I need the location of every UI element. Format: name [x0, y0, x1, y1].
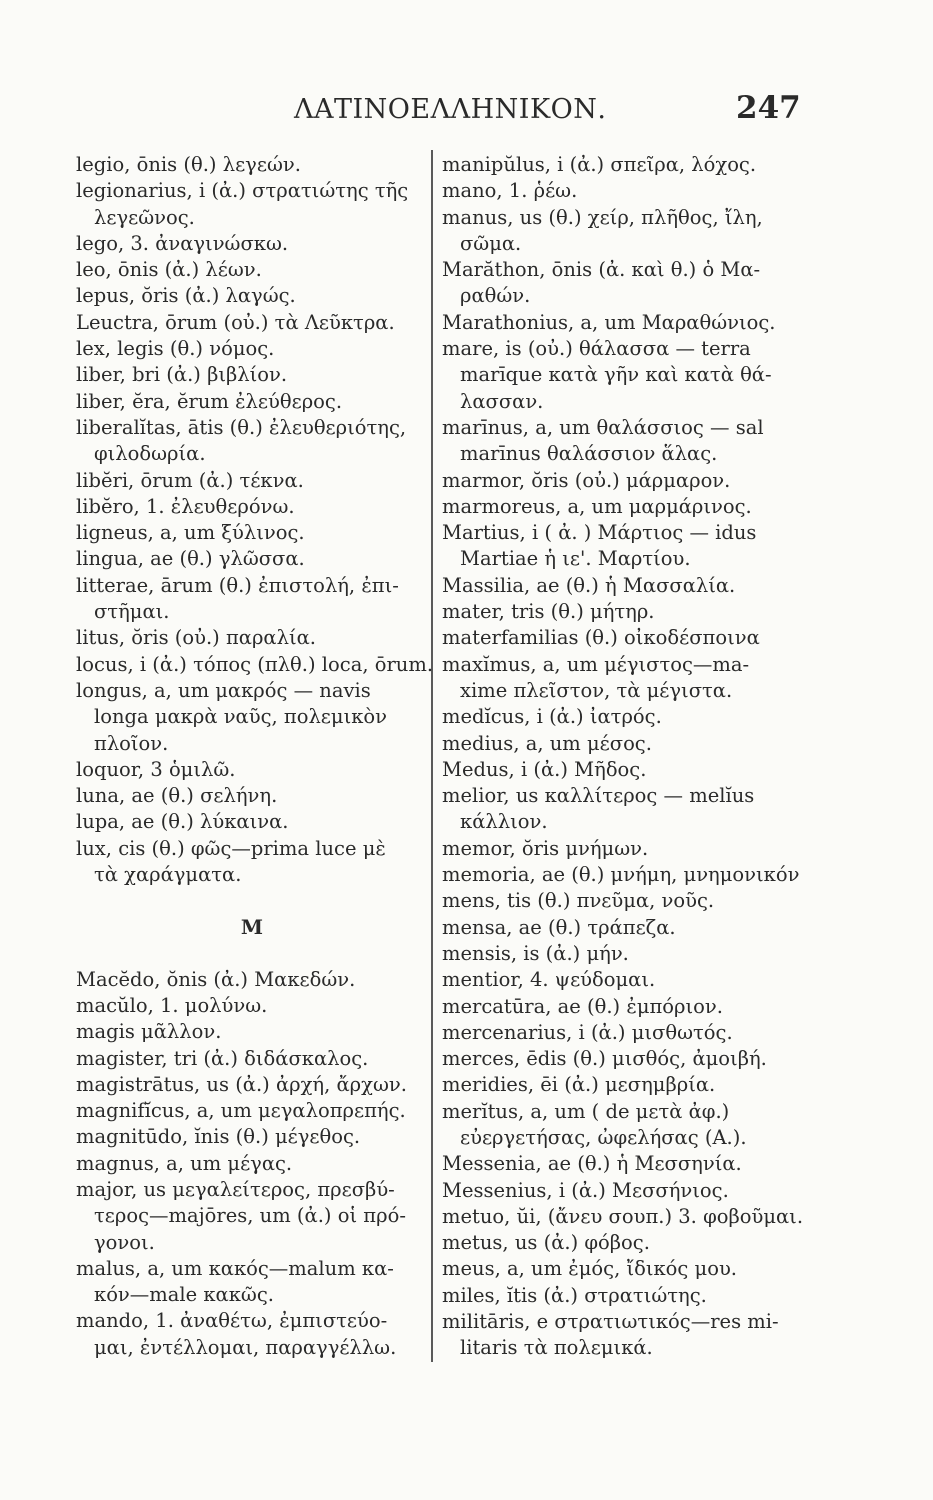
dictionary-entry: lux, cis (θ.) φῶς—prima luce μὲ: [76, 836, 386, 860]
dictionary-entry: magnitūdo, ĭnis (θ.) μέγεθος.: [76, 1125, 361, 1149]
dictionary-entry: libĕri, ōrum (ἀ.) τέκνα.: [76, 468, 304, 492]
dictionary-entry-continuation: λεγεῶνος.: [94, 205, 195, 229]
dictionary-entry-continuation: μαι, ἐντέλλομαι, παραγγέλλω.: [94, 1335, 397, 1359]
dictionary-entry: magis μᾶλλον.: [76, 1020, 222, 1044]
dictionary-entry: marmor, ŏris (οὐ.) μάρμαρον.: [442, 468, 731, 492]
dictionary-entry-continuation: φιλοδωρία.: [94, 442, 206, 466]
dictionary-entry: magister, tri (ἀ.) διδάσκαλος.: [76, 1046, 369, 1070]
dictionary-entry: Marăthon, ōnis (ἀ. καὶ θ.) ὁ Μα-: [442, 258, 761, 282]
running-title: ΛΑΤΙΝΟΕΛΛΗΝΙΚΟΝ.: [294, 94, 607, 125]
dictionary-entry: Medus, i (ἀ.) Μῆδος.: [442, 757, 647, 781]
dictionary-entry: liberalĭtas, ātis (θ.) ἐλευθεριότης,: [76, 415, 407, 439]
dictionary-entry-continuation: marīnus θαλάσσιον ἅλας.: [460, 442, 718, 466]
dictionary-entry: liber, bri (ἀ.) βιβλίον.: [76, 363, 288, 387]
dictionary-entry: marmoreus, a, um μαρμάρινος.: [442, 494, 752, 518]
dictionary-entry-continuation: marīque κατὰ γῆν καὶ κατὰ θά-: [460, 363, 772, 387]
dictionary-entry: Messenia, ae (θ.) ἡ Μεσσηνία.: [442, 1152, 742, 1176]
dictionary-entry: metus, us (ἀ.) φόβος.: [442, 1231, 650, 1255]
dictionary-entry: mentior, 4. ψεύδομαι.: [442, 968, 656, 992]
left-column: [76, 152, 434, 1361]
dictionary-entry: major, us μεγαλείτερος, πρεσβύ-: [76, 1177, 395, 1201]
dictionary-entry: libĕro, 1. ἐλευθερόνω.: [76, 494, 295, 518]
dictionary-entry-continuation: xime πλεῖστον, τὰ μέγιστα.: [460, 678, 733, 702]
dictionary-entry: medĭcus, i (ἀ.) ἰατρός.: [442, 705, 662, 729]
page-header: [0, 88, 933, 128]
dictionary-entry: manus, us (θ.) χείρ, πλῆθος, ἴλη,: [442, 205, 763, 229]
dictionary-entry: mater, tris (θ.) μήτηρ.: [442, 600, 655, 624]
dictionary-entry: maxĭmus, a, um μέγιστος—ma-: [442, 652, 750, 676]
dictionary-entry: Marathonius, a, um Μαραθώνιος.: [442, 310, 776, 334]
dictionary-entry-continuation: Martiae ἡ ιε'. Μαρτίου.: [460, 547, 691, 571]
dictionary-entry-continuation: ραθών.: [460, 284, 531, 308]
dictionary-entry: Macĕdo, ŏnis (ἀ.) Μακεδών.: [76, 967, 356, 991]
dictionary-entry: memoria, ae (θ.) μνήμη, μνημονικόν: [442, 863, 800, 887]
dictionary-entry-continuation: πλοῖον.: [94, 731, 169, 755]
dictionary-entry: mensis, is (ἀ.) μήν.: [442, 941, 629, 965]
dictionary-entry: lego, 3. ἀναγινώσκω.: [76, 231, 289, 255]
dictionary-entry-continuation: γονοι.: [94, 1230, 155, 1254]
dictionary-entry: luna, ae (θ.) σελήνη.: [76, 784, 278, 808]
dictionary-entry: meridies, ēi (ἀ.) μεσημβρία.: [442, 1073, 716, 1097]
dictionary-entry: materfamilias (θ.) οἰκοδέσποινα: [442, 626, 760, 650]
dictionary-entry-continuation: λασσαν.: [460, 389, 544, 413]
dictionary-entry: mercenarius, i (ἀ.) μισθωτός.: [442, 1020, 733, 1044]
right-column: [442, 152, 872, 1362]
dictionary-entry-continuation: κόν—male κακῶς.: [94, 1283, 274, 1307]
dictionary-entry: memor, ŏris μνήμων.: [442, 836, 649, 860]
dictionary-entry: marīnus, a, um θαλάσσιος — sal: [442, 415, 764, 439]
dictionary-entry-continuation: longa μακρὰ ναῦς, πολεμικὸν: [94, 705, 388, 729]
dictionary-entry: meus, a, um ἐμός, ἴδικός μου.: [442, 1257, 738, 1281]
dictionary-entry: mercatūra, ae (θ.) ἐμπόριον.: [442, 994, 723, 1018]
dictionary-entry: litterae, ārum (θ.) ἐπιστολή, ἐπι-: [76, 573, 399, 597]
dictionary-entry: manipŭlus, i (ἀ.) σπεῖρα, λόχος.: [442, 153, 757, 176]
column-divider: [431, 150, 433, 1362]
dictionary-entry: lex, legis (θ.) νόμος.: [76, 337, 275, 361]
dictionary-entry-continuation: litaris τὰ πολεμικά.: [460, 1336, 653, 1360]
dictionary-entry-continuation: τερος—majōres, um (ἀ.) οἱ πρό-: [94, 1204, 406, 1228]
dictionary-entry: militāris, e στρατιωτικός—res mi-: [442, 1310, 779, 1334]
dictionary-entry: mare, is (οὐ.) θάλασσα — terra: [442, 337, 751, 361]
dictionary-entry: mensa, ae (θ.) τράπεζα.: [442, 915, 676, 939]
dictionary-entry: Martius, i ( ἀ. ) Μάρτιος — idus: [442, 521, 757, 545]
dictionary-entry: melior, us καλλίτερος — melĭus: [442, 784, 755, 808]
dictionary-entry: longus, a, um μακρός — navis: [76, 678, 371, 702]
dictionary-entry: lingua, ae (θ.) γλῶσσα.: [76, 547, 305, 571]
dictionary-entry: Massilia, ae (θ.) ἡ Μασσαλία.: [442, 573, 736, 597]
dictionary-entry: mando, 1. ἀναθέτω, ἐμπιστεύο-: [76, 1309, 388, 1333]
dictionary-entry: miles, ĭtis (ἀ.) στρατιώτης.: [442, 1283, 707, 1307]
dictionary-entry: malus, a, um κακός—malum κα-: [76, 1256, 394, 1280]
dictionary-entry: litus, ŏris (οὐ.) παραλία.: [76, 626, 316, 650]
dictionary-entry: Messenius, i (ἀ.) Μεσσήνιος.: [442, 1178, 729, 1202]
dictionary-entry: ligneus, a, um ξύλινος.: [76, 521, 305, 545]
dictionary-entry: legio, ōnis (θ.) λεγεών.: [76, 153, 301, 176]
dictionary-entry: lepus, ŏris (ἀ.) λαγώς.: [76, 284, 296, 308]
dictionary-entry: loquor, 3 ὁμιλῶ.: [76, 757, 236, 781]
dictionary-entry: locus, i (ἀ.) τόπος (πλθ.) loca, ōrum.: [76, 652, 434, 676]
dictionary-entry: Leuctra, ōrum (οὐ.) τὰ Λεῦκτρα.: [76, 310, 395, 334]
page-number: 247: [736, 90, 801, 126]
dictionary-entry-continuation: τὰ χαράγματα.: [94, 863, 242, 887]
section-letter: M: [240, 915, 264, 940]
dictionary-entry-continuation: εὐεργετήσας, ὠφελήσας (Α.).: [460, 1125, 747, 1149]
dictionary-entry: legionarius, i (ἀ.) στρατιώτης τῆς: [76, 179, 409, 203]
dictionary-entry: magnifĭcus, a, um μεγαλοπρεπής.: [76, 1099, 406, 1123]
dictionary-entry-continuation: σῶμα.: [460, 231, 522, 255]
dictionary-entry: merĭtus, a, um ( de μετὰ ἀφ.): [442, 1099, 730, 1123]
dictionary-entry: macŭlo, 1. μολύνω.: [76, 993, 268, 1017]
dictionary-entry-continuation: κάλλιον.: [460, 810, 548, 834]
dictionary-entry: magistrātus, us (ἀ.) ἀρχή, ἄρχων.: [76, 1072, 407, 1096]
dictionary-entry-continuation: στῆμαι.: [94, 600, 170, 624]
dictionary-entry: liber, ĕra, ĕrum ἐλεύθερος.: [76, 389, 343, 413]
dictionary-entry: metuo, ŭi, (ἄνευ σουπ.) 3. φοβοῦμαι.: [442, 1204, 804, 1228]
dictionary-entry: mano, 1. ῥέω.: [442, 179, 578, 203]
dictionary-entry: mens, tis (θ.) πνεῦμα, νοῦς.: [442, 889, 715, 913]
dictionary-entry: leo, ōnis (ἀ.) λέων.: [76, 258, 262, 282]
dictionary-entry: merces, ēdis (θ.) μισθός, ἀμοιβή.: [442, 1047, 767, 1071]
dictionary-entry: magnus, a, um μέγας.: [76, 1151, 293, 1175]
dictionary-entry: lupa, ae (θ.) λύκαινα.: [76, 810, 289, 834]
dictionary-entry: medius, a, um μέσος.: [442, 731, 652, 755]
